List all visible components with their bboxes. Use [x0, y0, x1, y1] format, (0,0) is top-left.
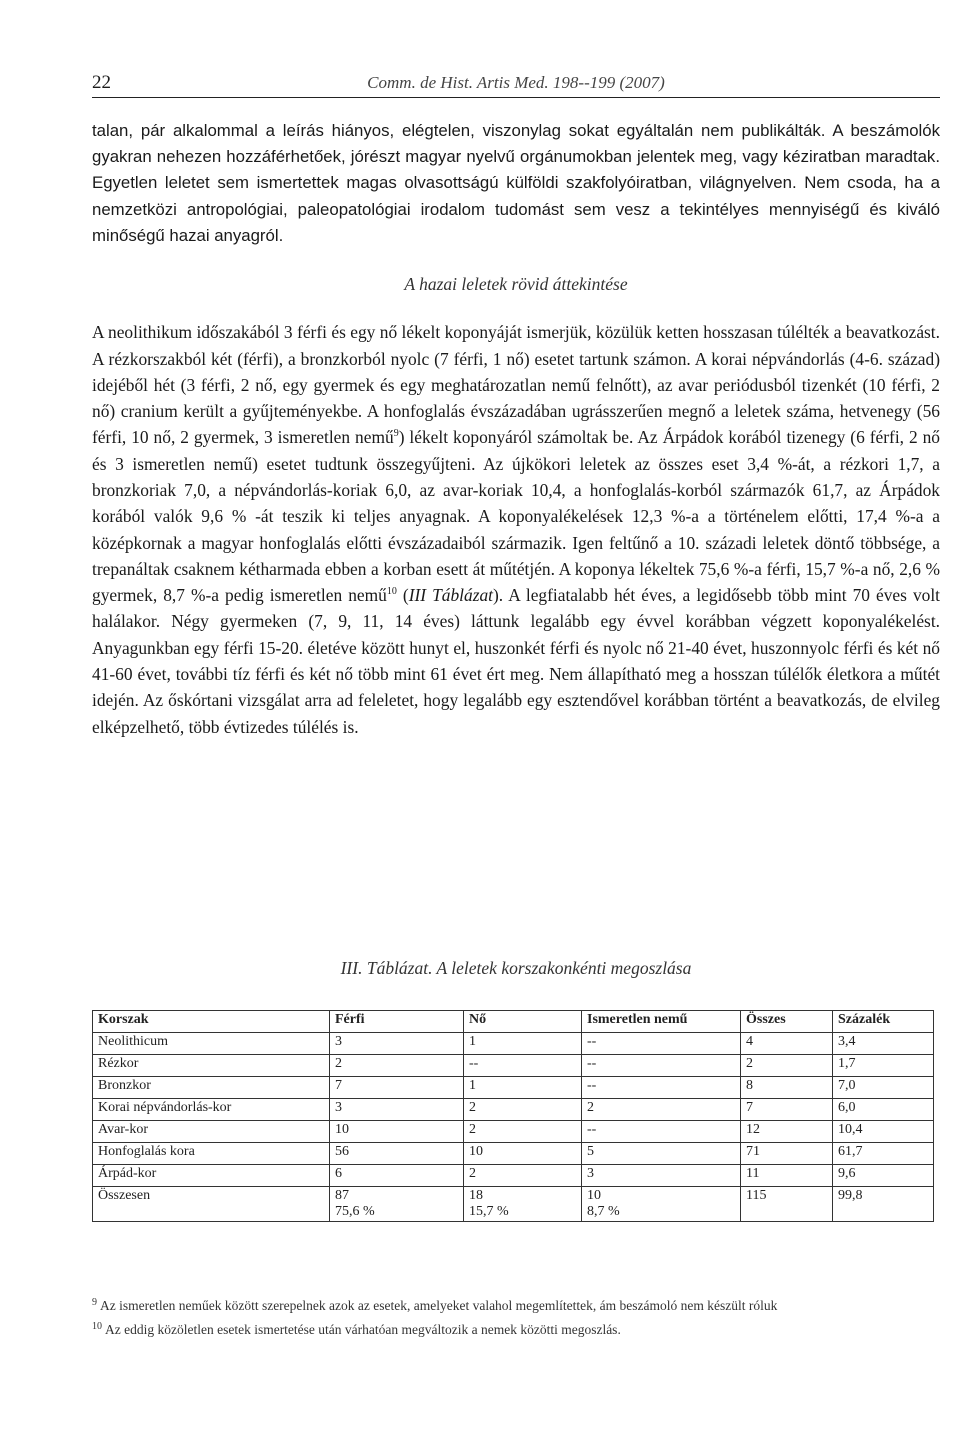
footnote-ref-10[interactable]: 10 — [386, 586, 397, 598]
paragraph-1: talan, pár alkalommal a leírás hiányos, elégtelen, viszonylag sokat egyáltalán nem publikálták. A beszámolók gyakran nehezen hozzáférhetőek, jórészt magyar nyelvű orgánumokban jelentek meg, vagy kéziratban maradtak. Egyetlen leletet sem ismertettek magas olvasottságú külföldi szakfolyóiratban, világnyelven. Nem csoda, ha a nemzetközi antropológiai, paleopatológiai irodalom tudomást sem vesz a tekintélyes mennyiségű és kiváló minőségű hazai anyagról. — [92, 121, 940, 245]
paragraph-2-part-3: ( — [396, 585, 409, 606]
table-cell: 5 — [582, 1143, 741, 1165]
table-cell: 4 — [741, 1033, 833, 1055]
table-cell: 10 — [464, 1143, 582, 1165]
table-reference: III Táblázat — [408, 585, 493, 606]
table-row — [93, 1033, 934, 1055]
footnotes — [92, 1296, 940, 1344]
body-text — [92, 118, 940, 740]
table-cell: 12 — [741, 1121, 833, 1143]
section-title: A hazai leletek rövid áttekintése — [404, 274, 628, 295]
table-row — [93, 1077, 934, 1099]
total-ismeretlen: 10 — [587, 1188, 601, 1203]
footnote-10 — [92, 1320, 940, 1340]
table-cell: 11 — [741, 1165, 833, 1187]
table-cell: 7 — [330, 1077, 464, 1099]
table-cell: 1 — [464, 1077, 582, 1099]
table-row — [93, 1165, 934, 1187]
table-cell: 6,0 — [833, 1099, 934, 1121]
table-cell: Honfoglalás kora — [93, 1143, 330, 1165]
table-row — [93, 1055, 934, 1077]
table-header-row — [93, 1011, 934, 1033]
paragraph-2 — [92, 319, 940, 740]
table-cell: 99,8 — [833, 1187, 934, 1222]
table-cell: 56 — [330, 1143, 464, 1165]
table-cell: -- — [582, 1033, 741, 1055]
footnote-text: Az eddig közöletlen esetek ismertetése után várhatóan megváltozik a nemek közötti megoszlás. — [105, 1322, 621, 1337]
table-header-cell: Nő — [464, 1011, 582, 1033]
table-cell: 8 — [741, 1077, 833, 1099]
table-cell: 115 — [741, 1187, 833, 1222]
total-ferfi: 87 — [335, 1188, 349, 1203]
footnote-number: 10 — [92, 1320, 102, 1332]
page-number: 22 — [92, 72, 111, 93]
table-cell: 7 — [741, 1099, 833, 1121]
table-cell: -- — [582, 1055, 741, 1077]
table-cell: 3 — [330, 1099, 464, 1121]
table-cell: 2 — [464, 1099, 582, 1121]
header-rule — [92, 97, 940, 98]
paragraph-2-part-1: A neolithikum időszakából 3 férfi és egy nő lékelt koponyáját ismerjük, közülük ketten hosszasan túlélték a beavatkozást. A rézkorszakból két (férfi), a bronzkorból nyolc (7 férfi, 1 nő) esetet tartunk számon. A korai népvándorlás (4-6. század) idejéből hét (3 férfi, 2 nő, egy gyermek és egy meghatározatlan nemű felnőtt), az avar periódusból tizenkét (10 férfi, 2 nő) cranium került a gyűjteményekbe. A honfoglalás évszázadában ugrásszerűen megnő a leletek száma, hetvenegy (56 férfi, 10 nő, 2 gyermek, 3 ismeretlen nemű — [92, 322, 940, 448]
table-total-row — [93, 1187, 934, 1222]
footnote-ref-9[interactable]: 9 — [393, 428, 399, 440]
table-cell: 2 — [464, 1165, 582, 1187]
table-cell: 1 — [464, 1033, 582, 1055]
table-cell: Neolithicum — [93, 1033, 330, 1055]
table-header-cell: Férfi — [330, 1011, 464, 1033]
table-cell: 61,7 — [833, 1143, 934, 1165]
table-header-cell: Összes — [741, 1011, 833, 1033]
table-row — [93, 1143, 934, 1165]
page-header — [92, 72, 940, 98]
table-cell: 2 — [582, 1099, 741, 1121]
paragraph-2-part-4: ). A legfiatalabb hét éves, a legidősebb több mint 70 éves volt halálakor. Négy gyermeken (7, 9, 11, 14 éves) láttunk legalább egy évvel korábban végzett koponyalékelést. Anyagunkban egy férfi 15-20. életéve között hunyt el, huszonkét férfi és nyolc nő 21-40 évet, huszonnyolc férfi és két nő 41-60 évet, további tíz férfi és két nő több mint 61 évet ért meg. Nem állapítható meg a hosszan túlélők életkora a műtét idején. Az őskórtani vizsgálat arra ad feleletet, hogy legalább egy esztendővel korábban történt a beavatkozás, de elvileg elképzelhető, több évtizedes túlélés is. — [92, 585, 941, 737]
table-cell: 3,4 — [833, 1033, 934, 1055]
table-cell: 10 — [330, 1121, 464, 1143]
table-cell: 71 — [741, 1143, 833, 1165]
table-cell: Avar-kor — [93, 1121, 330, 1143]
table-cell: 2 — [741, 1055, 833, 1077]
table-cell: -- — [464, 1055, 582, 1077]
table-cell: 6 — [330, 1165, 464, 1187]
total-ferfi-percent: 75,6 % — [335, 1204, 375, 1219]
table-cell — [582, 1187, 741, 1222]
total-no-percent: 15,7 % — [469, 1204, 509, 1219]
table-row — [93, 1121, 934, 1143]
journal-reference: Comm. de Hist. Artis Med. 198--199 (2007) — [367, 73, 665, 92]
paragraph-2-part-2: ) lékelt koponyáról számoltak be. Az Árpádok korából tizenegy (6 férfi, 2 nő és 3 ismeretlen nemű) esetet tudtunk összegyűjteni. Az újkökori leletek az összes eset 3,4 %-át, a rézkori 1,7, a bronzkoriak 7,0, a népvándorlás-koriak 6,0, az avar-koriak 10,4, a honfoglalás-korból származók 61,7, az Árpádok korából valók 9,6 % -át teszik ki teljes anyagnak. A koponyalékelések 12,3 %-a a történelem előtti, 17,4 %-a a középkornak a magyar honfoglalás előtti évszázadaiból származik. Igen feltűnő a 10. századi leletek döntő többsége, a trepanáltak csaknem kétharmada ebben a korban esett át műtétjén. A koponya lékeltek 75,6 %-a férfi, 15,7 %-a nő, 2,6 % gyermek, 8,7 %-a pedig ismeretlen nemű — [92, 427, 940, 606]
table-header-cell: Ismeretlen nemű — [582, 1011, 741, 1033]
table-header-cell: Korszak — [93, 1011, 330, 1033]
table-row — [93, 1099, 934, 1121]
table-cell: 1,7 — [833, 1055, 934, 1077]
table-cell: Rézkor — [93, 1055, 330, 1077]
table-header-cell: Százalék — [833, 1011, 934, 1033]
table-cell: 2 — [464, 1121, 582, 1143]
table-cell: 3 — [582, 1165, 741, 1187]
total-no: 18 — [469, 1188, 483, 1203]
table-cell — [464, 1187, 582, 1222]
footnote-text: Az ismeretlen neműek között szerepelnek azok az esetek, amelyeket valahol megemlítettek, ám beszámoló nem készült róluk — [100, 1298, 778, 1313]
table-cell: -- — [582, 1121, 741, 1143]
table-caption: III. Táblázat. A leletek korszakonkénti megoszlása — [340, 958, 692, 978]
table-cell: 2 — [330, 1055, 464, 1077]
total-ismeretlen-percent: 8,7 % — [587, 1204, 620, 1219]
table-cell — [330, 1187, 464, 1222]
table-cell: 7,0 — [833, 1077, 934, 1099]
table-cell: Korai népvándorlás-kor — [93, 1099, 330, 1121]
table-cell: Bronzkor — [93, 1077, 330, 1099]
table-cell: Összesen — [93, 1187, 330, 1222]
table-cell: -- — [582, 1077, 741, 1099]
footnote-number: 9 — [92, 1296, 97, 1308]
table-cell: 3 — [330, 1033, 464, 1055]
table-cell: Árpád-kor — [93, 1165, 330, 1187]
data-table — [92, 1010, 934, 1222]
table-cell: 9,6 — [833, 1165, 934, 1187]
footnote-9 — [92, 1296, 940, 1316]
table-cell: 10,4 — [833, 1121, 934, 1143]
